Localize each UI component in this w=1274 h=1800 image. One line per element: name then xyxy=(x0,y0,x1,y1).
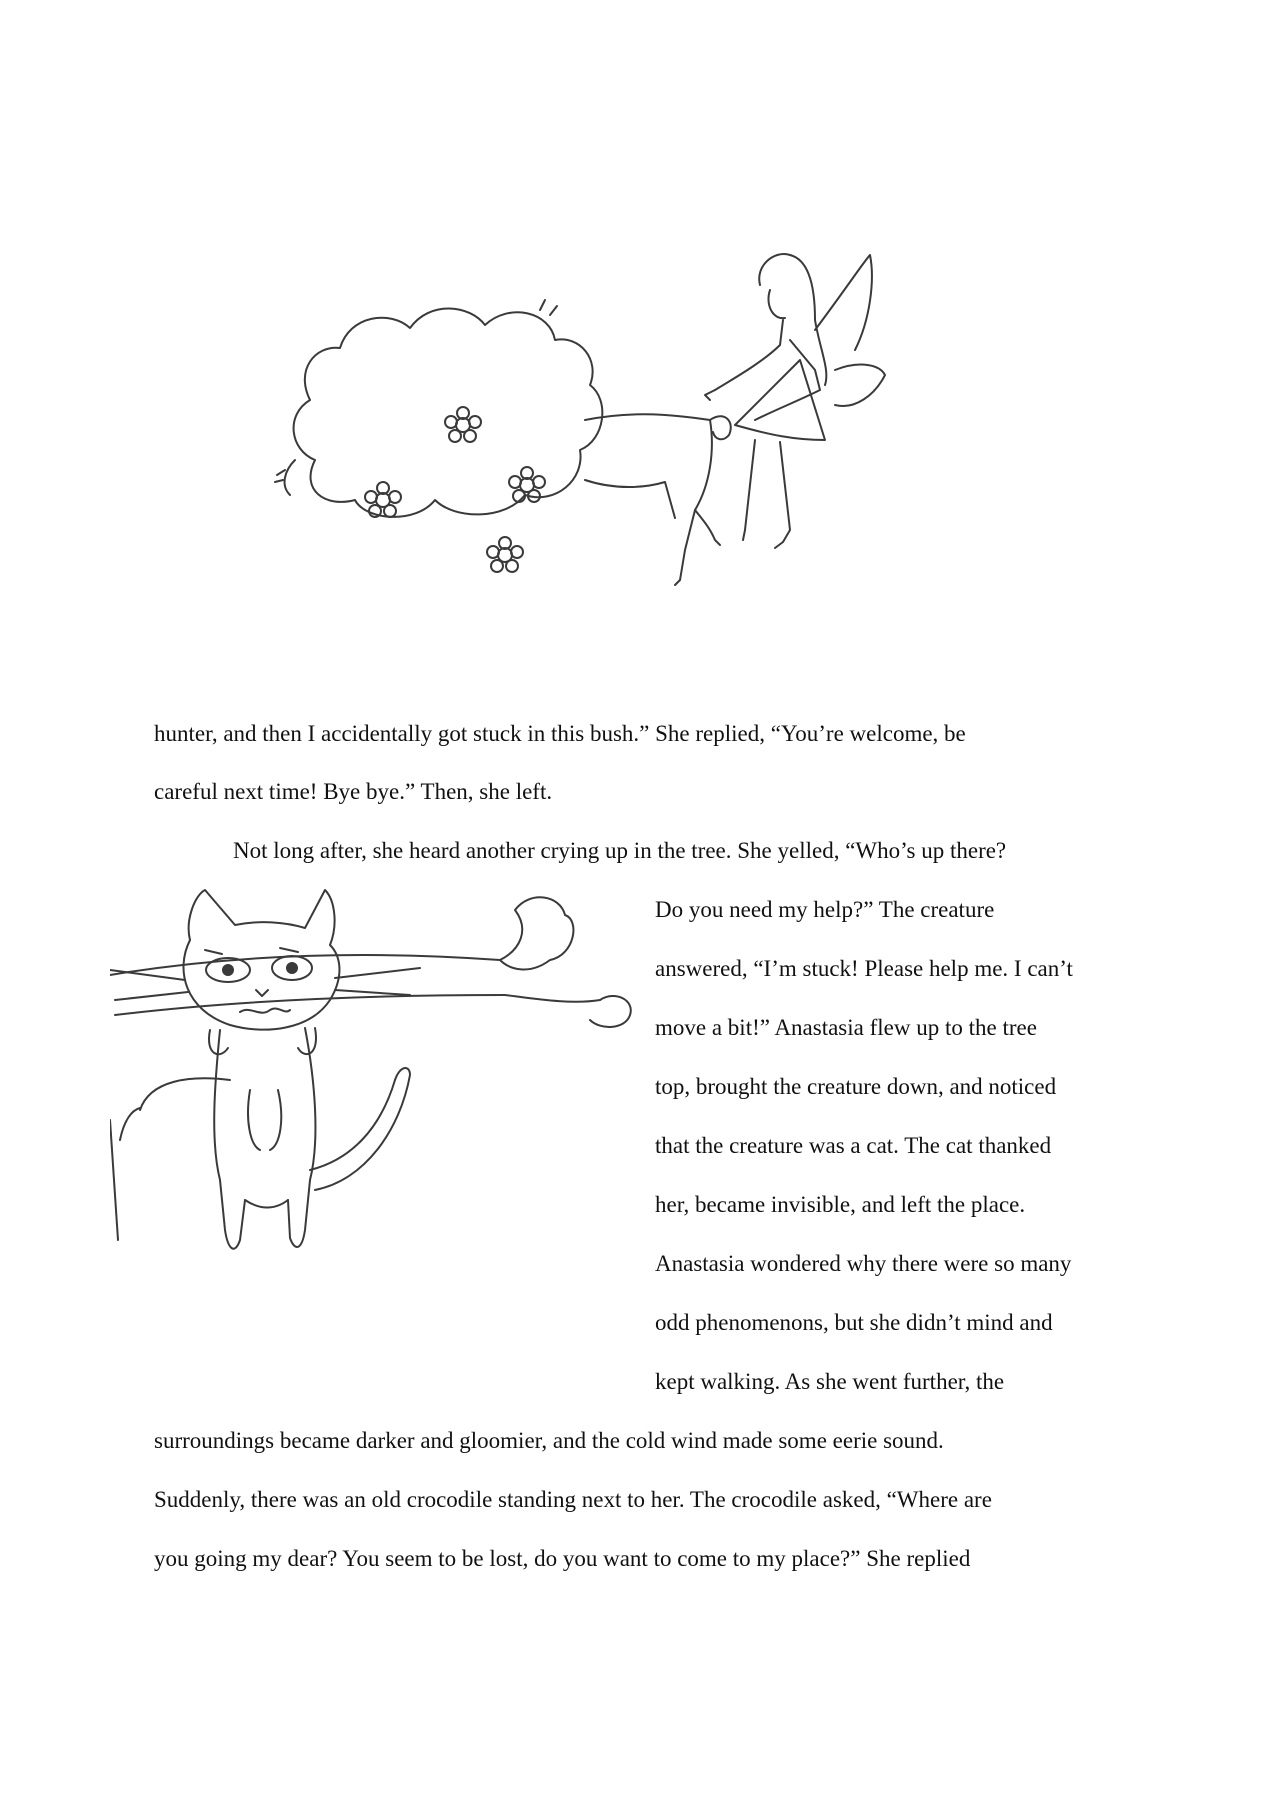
text-line-5: answered, “I’m stuck! Please help me. I can’t xyxy=(655,956,1073,981)
text-line-8: that the creature was a cat. The cat thanked xyxy=(655,1133,1052,1158)
text-line-3: Not long after, she heard another crying up in the tree. She yelled, “Who’s up there? xyxy=(233,838,1007,863)
cat-in-tree-illustration xyxy=(110,880,650,1400)
text-line-2: careful next time! Bye bye.” Then, she left. xyxy=(154,779,553,804)
text-line-14: Suddenly, there was an old crocodile standing next to her. The crocodile asked, “Where are xyxy=(154,1487,992,1512)
text-line-6: move a bit!” Anastasia flew up to the tree xyxy=(655,1015,1037,1040)
text-line-4: Do you need my help?” The creature xyxy=(655,897,995,922)
fairy-and-bush-illustration xyxy=(255,250,975,670)
text-line-1: hunter, and then I accidentally got stuck in this bush.” She replied, “You’re welcome, be xyxy=(154,721,966,746)
text-line-9: her, became invisible, and left the place. xyxy=(655,1192,1026,1217)
text-line-11: odd phenomenons, but she didn’t mind and xyxy=(655,1310,1053,1335)
text-line-13: surroundings became darker and gloomier, and the cold wind made some eerie sound. xyxy=(154,1428,944,1453)
text-line-7: top, brought the creature down, and noticed xyxy=(655,1074,1057,1099)
text-line-10: Anastasia wondered why there were so many xyxy=(655,1251,1072,1276)
text-line-15: you going my dear? You seem to be lost, do you want to come to my place?” She replied xyxy=(154,1546,971,1571)
text-line-12: kept walking. As she went further, the xyxy=(655,1369,1005,1394)
